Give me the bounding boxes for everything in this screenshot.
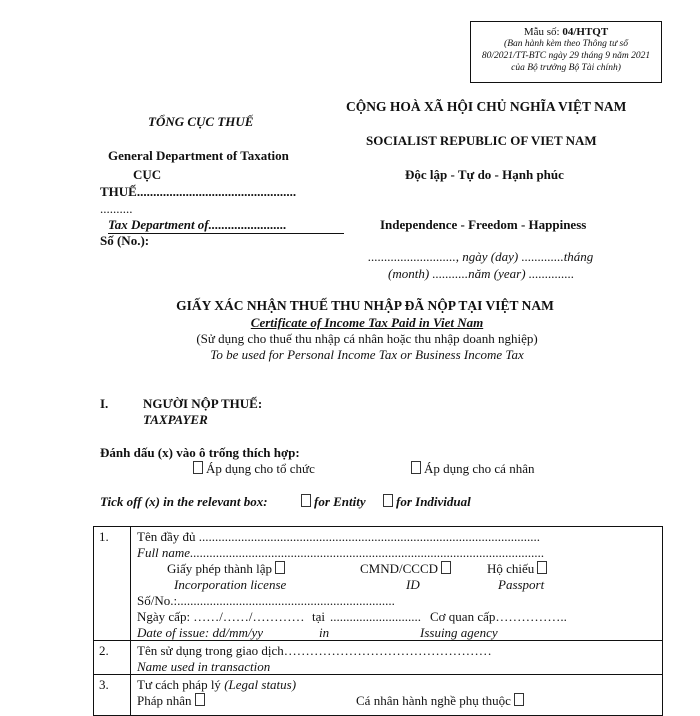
form-code-line	[471, 26, 661, 38]
option-individual-vn-label: Áp dụng cho cá nhân	[424, 461, 535, 476]
license-label: Giấy phép thành lập	[167, 561, 273, 576]
form-code-note: (Ban hành kèm theo Thông tư số 80/2021/TT-BTC ngày 29 tháng 9 năm 2021 của Bộ trưởng Bộ Tài chính)	[481, 39, 651, 73]
certificate-subtitle-en: To be used for Personal Income Tax or Business Income Tax	[210, 347, 524, 362]
motto-en: Independence - Freedom - Happiness	[380, 217, 587, 232]
legal-status-en: (Legal status)	[224, 677, 297, 692]
country-name-vn: CỘNG HOÀ XÃ HỘI CHỦ NGHĨA VIỆT NAM	[346, 99, 627, 114]
option-entity-vn-label: Áp dụng cho tổ chức	[206, 461, 315, 476]
id-option[interactable]	[360, 561, 454, 577]
row-2-number: 2.	[99, 643, 109, 658]
individual-checkbox-en[interactable]	[383, 494, 393, 507]
dependent-individual-label: Cá nhân hành nghề phụ thuộc	[356, 693, 511, 708]
full-name-vn[interactable]: Tên đầy đủ .........................................................................................................	[137, 529, 540, 544]
entity-checkbox-en[interactable]	[301, 494, 311, 507]
certificate-title-vn: GIẤY XÁC NHẬN THUẾ THU NHẬP ĐÃ NỘP TẠI VIỆT NAM	[176, 298, 554, 313]
document-number: Số (No.):	[100, 233, 150, 248]
legal-entity-label: Pháp nhân	[137, 693, 192, 708]
full-name-en[interactable]: Full name.............................................................................................................	[137, 545, 545, 560]
form-code-prefix: Mẫu số:	[523, 26, 563, 38]
transaction-name-label-en: Name used in transaction	[137, 659, 271, 674]
section-number: I.	[100, 396, 109, 411]
transaction-name-field[interactable]: Tên sử dụng trong giao dịch…………………………………………	[137, 643, 492, 658]
legal-entity-option[interactable]	[137, 693, 208, 709]
passport-checkbox[interactable]	[537, 561, 547, 574]
agency-name-en: General Department of Taxation	[108, 148, 289, 163]
issue-date-label-en: Date of issue: dd/mm/yy	[137, 625, 264, 640]
id-checkbox[interactable]	[441, 561, 451, 574]
section-heading-vn: NGƯỜI NỘP THUẾ:	[143, 396, 263, 411]
document-no-field[interactable]: Số/No.:...................................................................	[137, 593, 395, 608]
dept-line-1: CỤC	[133, 167, 162, 182]
option-individual-en-label: for Individual	[396, 494, 471, 509]
certificate-title-en: Certificate of Income Tax Paid in Viet Nam	[250, 315, 484, 330]
license-option[interactable]	[167, 561, 288, 577]
dept-line-3: ..........	[100, 201, 133, 216]
issue-place-label-en: in	[319, 625, 330, 640]
option-individual-vn[interactable]	[408, 461, 534, 477]
legal-status-vn: Tư cách pháp lý	[137, 677, 225, 692]
option-entity-en[interactable]	[298, 494, 366, 510]
dependent-individual-option[interactable]	[356, 693, 527, 709]
option-entity-vn[interactable]	[190, 461, 315, 477]
issuing-agency-field[interactable]: Cơ quan cấp……………..	[430, 609, 567, 624]
row-3-number: 3.	[99, 677, 109, 692]
tick-instruction-vn: Đánh dấu (x) vào ô trống thích hợp:	[100, 445, 300, 460]
form-code: 04/HTQT	[562, 26, 609, 38]
issue-date-field[interactable]: Ngày cấp: ……/……/…………	[137, 609, 305, 624]
issuing-agency-label-en: Issuing agency	[420, 625, 498, 640]
section-heading-en: TAXPAYER	[143, 412, 208, 427]
date-line-2: (month) ...........năm (year) ..............	[388, 266, 575, 281]
passport-option[interactable]	[487, 561, 550, 577]
date-line-1: ..........................., ngày (day) .............tháng	[368, 249, 594, 264]
dept-name-en: Tax Department of........................	[108, 217, 287, 232]
tick-instruction-en: Tick off (x) in the relevant box:	[100, 494, 268, 509]
issue-place-field[interactable]: ............................	[330, 609, 421, 624]
issue-place-label: tại	[312, 609, 325, 624]
license-label-en: Incorporation license	[174, 577, 287, 592]
form-code-box	[470, 21, 662, 83]
certificate-subtitle-vn: (Sử dụng cho thuế thu nhập cá nhân hoặc thu nhập doanh nghiệp)	[196, 331, 538, 346]
individual-checkbox[interactable]	[411, 461, 421, 474]
entity-checkbox[interactable]	[193, 461, 203, 474]
option-entity-en-label: for Entity	[314, 494, 366, 509]
row-1-number: 1.	[99, 529, 109, 544]
agency-name: TỔNG CỤC THUẾ	[148, 114, 254, 129]
legal-status-label	[137, 677, 296, 693]
country-name-en: SOCIALIST REPUBLIC OF VIET NAM	[366, 133, 597, 148]
passport-label: Hộ chiếu	[487, 561, 535, 576]
license-checkbox[interactable]	[275, 561, 285, 574]
motto-vn: Độc lập - Tự do - Hạnh phúc	[405, 167, 564, 182]
id-label-en: ID	[406, 577, 420, 592]
id-label: CMND/CCCD	[360, 561, 439, 576]
table-column-divider	[130, 527, 131, 715]
taxpayer-info-table	[93, 526, 663, 716]
option-individual-en[interactable]	[380, 494, 471, 510]
passport-label-en: Passport	[498, 577, 545, 592]
dept-line-2: THUẾ.................................................	[100, 184, 297, 199]
